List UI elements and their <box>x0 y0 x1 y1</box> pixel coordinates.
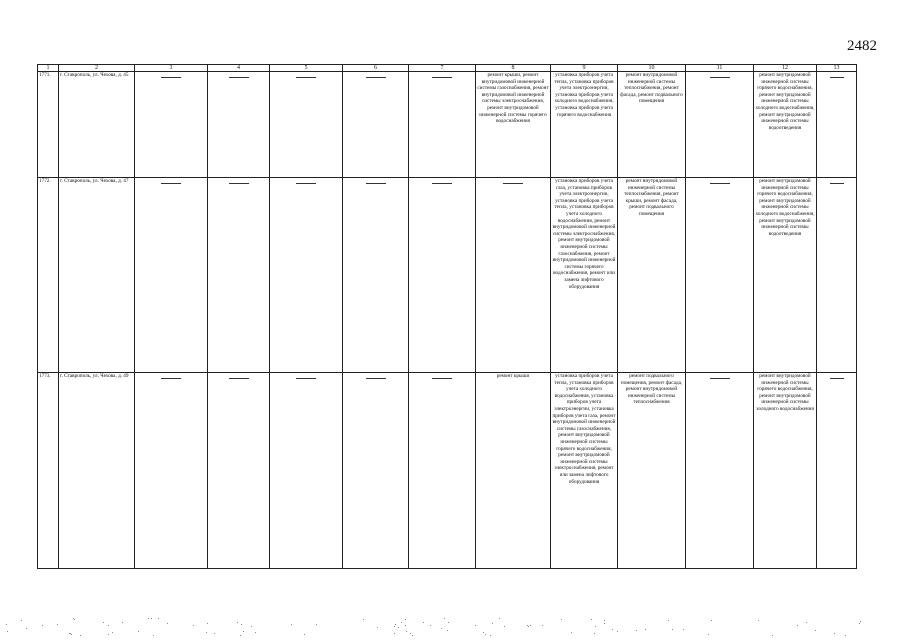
empty-cell <box>208 72 270 178</box>
address-cell: г. Ставрополь, ул. Чехова, д. 49 <box>59 373 135 569</box>
dash <box>161 77 181 78</box>
scan-speck <box>153 635 154 636</box>
column-header: 2 <box>59 65 135 72</box>
empty-cell <box>135 72 208 178</box>
scan-speck <box>148 618 149 619</box>
scan-speck <box>122 622 123 623</box>
dash <box>366 378 386 379</box>
empty-cell <box>686 373 754 569</box>
header-row <box>38 65 857 72</box>
empty-cell <box>686 178 754 373</box>
dash <box>296 378 316 379</box>
scan-speck <box>772 635 773 636</box>
scan-speck <box>542 625 543 626</box>
scan-speck <box>571 632 572 633</box>
scan-speck <box>758 620 759 621</box>
scan-speck <box>845 635 846 636</box>
scan-speck <box>71 634 72 635</box>
scan-speck <box>112 632 113 633</box>
scan-speck <box>167 623 168 624</box>
empty-cell <box>817 373 857 569</box>
scan-speck <box>499 618 500 619</box>
scan-speck <box>448 622 449 623</box>
empty-cell <box>343 178 409 373</box>
scan-speck <box>108 625 109 626</box>
empty-cell <box>409 178 476 373</box>
scan-speck <box>103 622 104 623</box>
dash <box>432 183 452 184</box>
empty-cell <box>208 373 270 569</box>
scan-speck <box>42 625 43 626</box>
scan-speck <box>243 631 244 632</box>
scan-speck <box>108 634 109 635</box>
scan-speck <box>530 625 531 626</box>
dash <box>710 77 730 78</box>
table-row <box>38 72 857 178</box>
row-number: 1771. <box>38 72 59 178</box>
scan-speck <box>441 628 442 629</box>
scan-speck <box>398 627 399 628</box>
scan-speck <box>591 619 592 620</box>
dash <box>229 77 249 78</box>
empty-cell <box>270 373 343 569</box>
scan-speck <box>394 626 395 627</box>
address-cell: г. Ставрополь, ул. Чехова, д. 45 <box>59 72 135 178</box>
empty-cell <box>135 373 208 569</box>
work-cell-col9: установка приборов учета газа, установка приборов учета электроэнергии, установка приборов учета тепла, установка приборов учета холодного водоснабжения, ремонт внутридомовой инженерной системы электроснабжения, ремонт внутридомовой инженерной системы газоснабжения, ремонт внутридомовой инженерной системы горячего водоснабжения, ремонт или замена лифтового оборудования <box>551 178 618 373</box>
row-number: 1773. <box>38 373 59 569</box>
column-header: 6 <box>343 65 409 72</box>
dash <box>161 183 181 184</box>
scan-speck <box>594 633 595 634</box>
empty-cell <box>135 178 208 373</box>
scan-speck <box>483 632 484 633</box>
scan-speck <box>412 635 413 636</box>
scan-speck <box>206 632 207 633</box>
scan-speck <box>815 630 816 631</box>
scan-speck <box>410 633 411 634</box>
scan-speck <box>668 620 669 621</box>
table-row <box>38 178 857 373</box>
work-cell-col10: ремонт внутридомовой инженерной системы теплоснабжения, ремонт крыши, ремонт фасада, ремонт подвального помещения <box>618 178 686 373</box>
scan-speck <box>251 626 252 627</box>
row-number: 1772. <box>38 178 59 373</box>
scan-speck <box>683 629 684 630</box>
scan-speck <box>363 619 364 620</box>
scan-speck <box>240 635 241 636</box>
dash <box>161 378 181 379</box>
work-cell-col10: ремонт подвального помещения, ремонт фасада, ремонт внутридомовой инженерной системы теплоснабжения <box>618 373 686 569</box>
scan-speck <box>617 631 618 632</box>
dash <box>229 378 249 379</box>
scan-speck <box>504 626 505 627</box>
scan-speck <box>6 624 7 625</box>
scan-speck <box>711 620 712 621</box>
scan-speck <box>57 624 58 625</box>
scan-speck <box>406 631 407 632</box>
empty-cell <box>208 178 270 373</box>
scan-speck <box>158 618 159 619</box>
scan-speck <box>797 625 798 626</box>
column-header: 7 <box>409 65 476 72</box>
column-header: 3 <box>135 65 208 72</box>
scan-speck <box>69 633 70 634</box>
work-cell-col9: установка приборов учета тепла, установка приборов учета электроэнергии, установка приборов учета холодного водоснабжения, установка приборов учета горячего водоснабжения <box>551 72 618 178</box>
scan-speck <box>207 623 208 624</box>
scan-speck <box>316 624 317 625</box>
column-header: 11 <box>686 65 754 72</box>
table-row <box>38 373 857 569</box>
scan-speck <box>672 629 673 630</box>
dash <box>366 77 386 78</box>
scan-speck <box>561 619 562 620</box>
work-cell-col12: ремонт внутридомовой инженерной системы горячего водоснабжения, ремонт внутридомовой инженерной системы холодного водоснабжения, ремонт внутридомовой инженерной системы водоотведения <box>754 178 817 373</box>
scan-noise <box>0 618 905 638</box>
scan-speck <box>405 619 406 620</box>
scan-speck <box>859 623 860 624</box>
scan-speck <box>604 623 605 624</box>
scan-speck <box>423 622 424 623</box>
scan-speck <box>291 624 292 625</box>
scan-speck <box>193 625 194 626</box>
dash <box>830 77 844 78</box>
empty-cell <box>817 72 857 178</box>
scan-speck <box>612 629 613 630</box>
work-cell-col12: ремонт внутридомовой инженерной системы горячего водоснабжения, ремонт внутридомовой инженерной системы холодного водоснабжения, ремонт внутридомовой инженерной системы водоотведения <box>754 72 817 178</box>
dash <box>432 77 452 78</box>
empty-cell <box>343 72 409 178</box>
page-number: 2482 <box>847 38 877 54</box>
scan-speck <box>214 633 215 634</box>
dash <box>710 378 730 379</box>
scan-speck <box>806 622 807 623</box>
dash <box>296 183 316 184</box>
scan-speck <box>401 622 402 623</box>
scan-speck <box>528 626 529 627</box>
scan-speck <box>304 634 305 635</box>
column-header: 9 <box>551 65 618 72</box>
scan-speck <box>151 618 152 619</box>
empty-cell <box>270 72 343 178</box>
scan-speck <box>492 623 493 624</box>
dash <box>432 378 452 379</box>
dash <box>830 183 844 184</box>
work-cell-col8: ремонт крыши, ремонт внутридомовой инженерной системы газоснабжения, ремонт внутридомовой инженерной системы электроснабжения, ремонт внутридомовой инженерной системы горячего водоснабжения <box>476 72 551 178</box>
dash <box>503 183 523 184</box>
column-header: 5 <box>270 65 343 72</box>
scan-speck <box>405 625 406 626</box>
scan-speck <box>430 625 431 626</box>
scan-speck <box>860 621 861 622</box>
dash <box>710 183 730 184</box>
scan-speck <box>26 628 27 629</box>
repair-schedule-table <box>37 64 857 569</box>
address-cell: г. Ставрополь, ул. Чехова, д. 47 <box>59 178 135 373</box>
scan-speck <box>485 634 486 635</box>
scan-speck <box>395 624 396 625</box>
scan-speck <box>595 626 596 627</box>
column-header: 8 <box>476 65 551 72</box>
scan-speck <box>80 635 81 636</box>
empty-cell <box>270 178 343 373</box>
scan-speck <box>21 620 22 621</box>
work-cell-col10: ремонт внутридомовой инженерной системы теплоснабжения, ремонт фасада, ремонт подвального помещения <box>618 72 686 178</box>
scan-speck <box>708 634 709 635</box>
scan-speck <box>394 633 395 634</box>
column-header: 1 <box>38 65 59 72</box>
column-header: 4 <box>208 65 270 72</box>
work-cell-col9: установка приборов учета тепла, установка приборов учета холодного водоснабжения, установка приборов учета электроэнергии, установка приборов учета газа, ремонт внутридомовой инженерной системы газоснабжения, ремонт внутридомовой инженерной системы горячего водоснабжения, ремонт внутридомовой инженерной системы электроснабжения, ремонт или замена лифтового оборудования <box>551 373 618 569</box>
dash <box>296 77 316 78</box>
scan-speck <box>834 633 835 634</box>
scan-speck <box>636 630 637 631</box>
scan-speck <box>255 632 256 633</box>
scan-speck <box>377 627 378 628</box>
scan-speck <box>475 625 476 626</box>
scan-speck <box>444 618 445 619</box>
dash <box>229 183 249 184</box>
empty-cell <box>817 178 857 373</box>
scan-speck <box>490 635 491 636</box>
scan-speck <box>237 622 238 623</box>
column-header: 12 <box>754 65 817 72</box>
column-header: 13 <box>817 65 857 72</box>
dash <box>366 183 386 184</box>
work-cell-col12: ремонт внутридомовой инженерной системы горячего водоснабжения, ремонт внутридомовой инженерной системы холодного водоснабжения <box>754 373 817 569</box>
column-header: 10 <box>618 65 686 72</box>
scan-speck <box>447 630 448 631</box>
scan-speck <box>645 629 646 630</box>
empty-cell <box>409 72 476 178</box>
empty-cell <box>686 72 754 178</box>
empty-cell <box>343 373 409 569</box>
empty-cell <box>409 373 476 569</box>
scan-speck <box>74 619 75 620</box>
scan-speck <box>604 620 605 621</box>
scan-speck <box>138 631 139 632</box>
scan-speck <box>241 624 242 625</box>
empty-cell <box>476 178 551 373</box>
dash <box>830 378 844 379</box>
work-cell-col8: ремонт крыши <box>476 373 551 569</box>
scan-speck <box>7 631 8 632</box>
